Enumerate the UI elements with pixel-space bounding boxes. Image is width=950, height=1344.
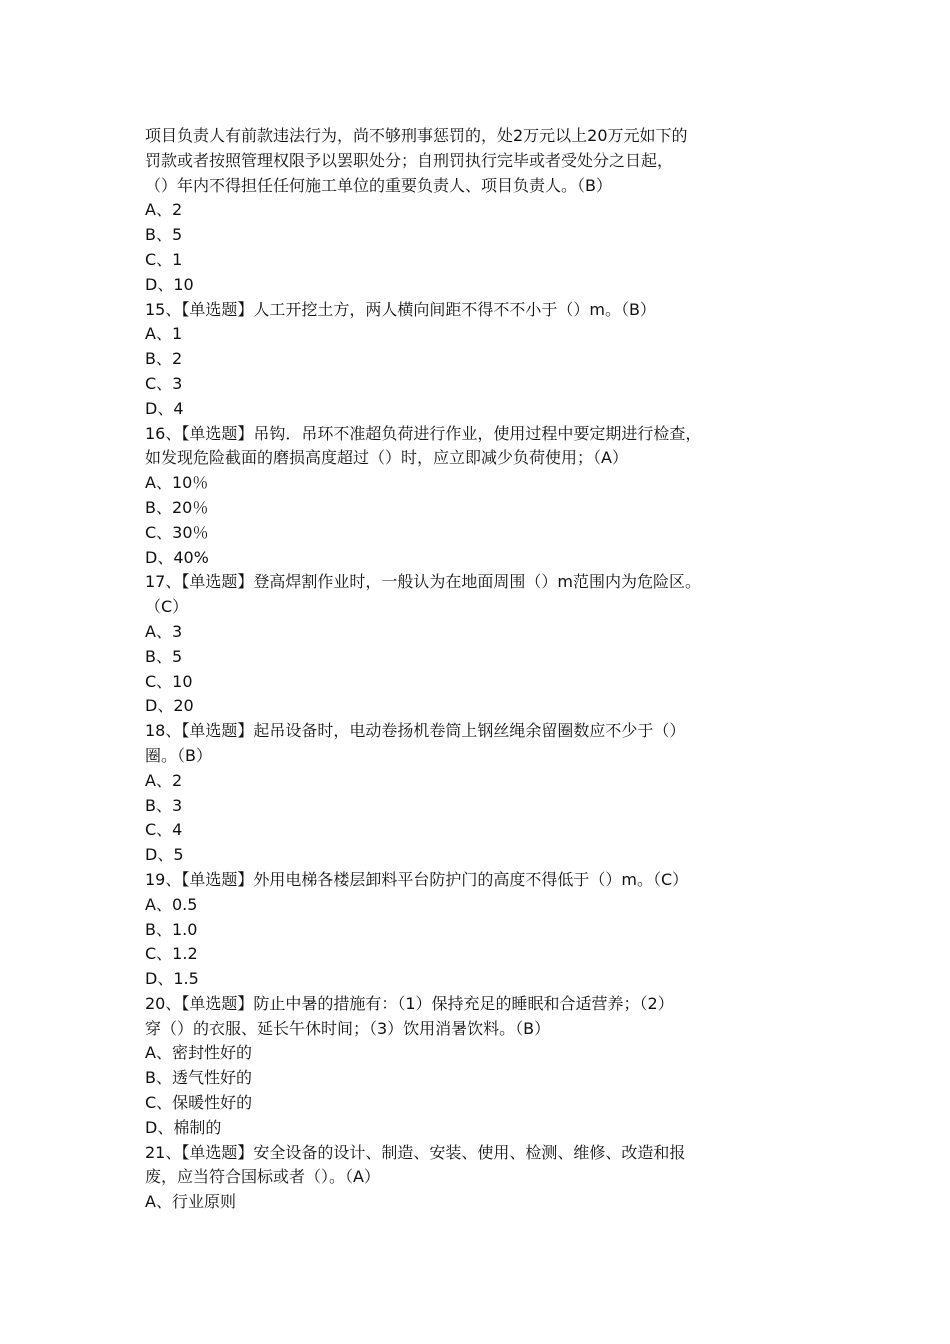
text-line: 圈。（B） [145,745,212,765]
text-line: B、5 [145,225,183,245]
text-line: 罚款或者按照管理权限予以罢职处分；自刑罚执行完毕或者受处分之日起， [145,150,674,170]
text-line: A、1 [145,324,183,344]
text-line: 17、【单选题】登高焊割作业时，一般认为在地面周围（）m范围内为危险区。 [145,572,701,592]
text-line: A、行业原则 [145,1192,236,1212]
text-line: 21、【单选题】安全设备的设计、制造、安装、使用、检测、维修、改造和报 [145,1142,686,1162]
text-line: B、1.0 [145,919,198,939]
text-line: C、1 [145,249,183,269]
document-body [145,124,825,1215]
text-line: C、4 [145,820,183,840]
text-line: C、30％ [145,522,209,542]
text-line: C、3 [145,373,183,393]
text-line: 项目负责人有前款违法行为，尚不够刑事惩罚的，处2万元以上20万元如下的 [145,126,688,145]
text-line: B、3 [145,795,183,815]
text-line: B、20％ [145,497,209,517]
text-line: D、棉制的 [145,1117,222,1137]
text-line: C、10 [145,671,193,691]
text-line: B、5 [145,646,183,666]
text-line: A、0.5 [145,894,198,914]
text-line: A、密封性好的 [145,1043,252,1063]
text-line: B、2 [145,349,183,369]
text-line: A、2 [145,770,183,790]
text-line: C、保暖性好的 [145,1093,253,1113]
text-line: 20、【单选题】防止中暑的措施有：（1）保持充足的睡眠和合适营养；（2） [145,993,674,1013]
text-line: （C） [145,597,189,617]
text-line: D、1.5 [145,969,199,989]
text-line: A、10％ [145,473,209,493]
text-line: D、4 [145,398,184,418]
text-line: A、2 [145,200,183,220]
text-line: 16、【单选题】吊钩．吊环不准超负荷进行作业，使用过程中要定期进行检查， [145,423,702,443]
text-line: D、20 [145,696,194,716]
text-line: （）年内不得担任任何施工单位的重要负责人、项目负责人。（B） [145,175,612,195]
text-line: 废，应当符合国标或者（）。（A） [145,1167,380,1187]
text-line: A、3 [145,621,183,641]
text-line: D、40% [145,547,209,567]
text-line: 18、【单选题】起吊设备时，电动卷扬机卷筒上钢丝绳余留圈数应不少于（） [145,721,686,741]
text-line: D、10 [145,274,194,294]
text-line: 如发现危险截面的磨损高度超过（）时，应立即减少负荷使用；（A） [145,448,628,468]
text-line: D、5 [145,845,184,865]
text-line: 19、【单选题】外用电梯各楼层卸料平台防护门的高度不得低于（）m。（C） [145,869,689,889]
text-line: C、1.2 [145,944,198,964]
text-line: B、透气性好的 [145,1068,252,1088]
text-line: 穿（）的衣服、延长午休时间；（3）饮用消暑饮料。（B） [145,1018,551,1038]
text-line: 15、【单选题】人工开挖土方，两人横向间距不得不不小于（）m。（B） [145,299,656,319]
